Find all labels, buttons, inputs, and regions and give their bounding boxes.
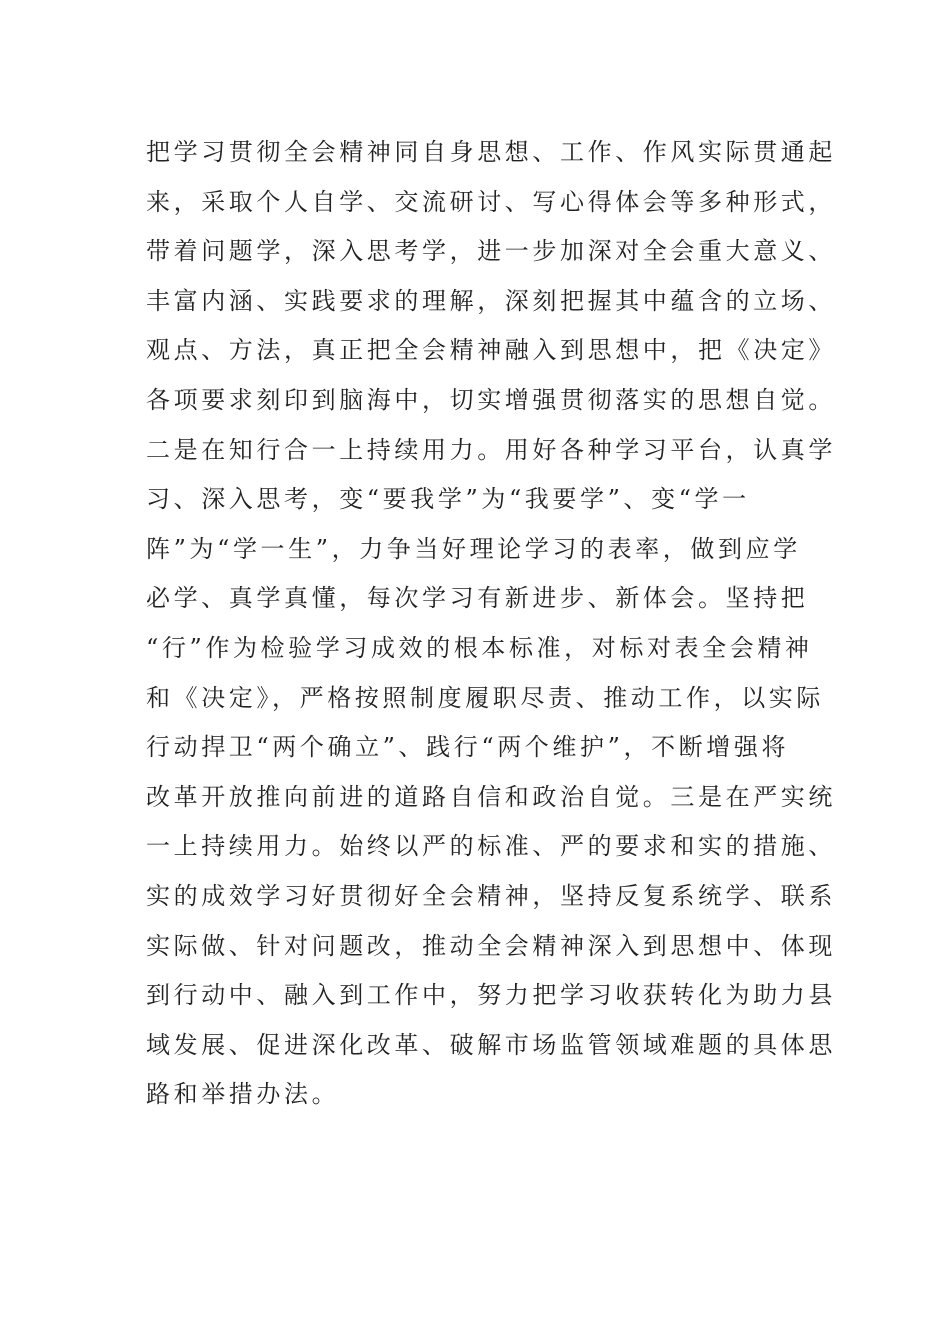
text-line: 习、深入思考，变“要我学”为“我要学”、变“学一 [146, 485, 750, 514]
text-line: 路和举措办法。 [146, 1080, 340, 1109]
text-line: 实际做、针对问题改，推动全会精神深入到思想中、体现 [146, 931, 836, 960]
body-paragraph [146, 128, 836, 1120]
text-line: 观点、方法，真正把全会精神融入到思想中，把《决定》 [146, 336, 836, 365]
text-line: 到行动中、融入到工作中，努力把学习收获转化为助力县 [146, 981, 836, 1010]
text-line: 一上持续用力。始终以严的标准、严的要求和实的措施、 [146, 832, 836, 861]
text-line: 改革开放推向前进的道路自信和政治自觉。三是在严实统 [146, 782, 836, 811]
text-line: 行动捍卫“两个确立”、践行“两个维护”，不断增强将 [146, 733, 790, 762]
text-line: 带着问题学，深入思考学，进一步加深对全会重大意义、 [146, 237, 836, 266]
text-line: 必学、真学真懂，每次学习有新进步、新体会。坚持把 [146, 584, 809, 613]
text-line: 阵”为“学一生”，力争当好理论学习的表率，做到应学 [146, 534, 801, 563]
text-line: 丰富内涵、实践要求的理解，深刻把握其中蕴含的立场、 [146, 286, 836, 315]
text-line: 实的成效学习好贯彻好全会精神，坚持反复系统学、联系 [146, 881, 836, 910]
text-line: 各项要求刻印到脑海中，切实增强贯彻落实的思想自觉。 [146, 385, 836, 414]
text-line: 域发展、促进深化改革、破解市场监管领域难题的具体思 [146, 1030, 836, 1059]
text-line: 和《决定》，严格按照制度履职尽责、推动工作，以实际 [146, 683, 824, 712]
text-line: 把学习贯彻全会精神同自身思想、工作、作风实际贯通起 [146, 138, 836, 166]
text-line: 来，采取个人自学、交流研讨、写心得体会等多种形式， [146, 187, 836, 216]
text-line: 二是在知行合一上持续用力。用好各种学习平台，认真学 [146, 435, 836, 464]
text-line: “行”作为检验学习成效的根本标准，对标对表全会精神 [146, 633, 813, 662]
